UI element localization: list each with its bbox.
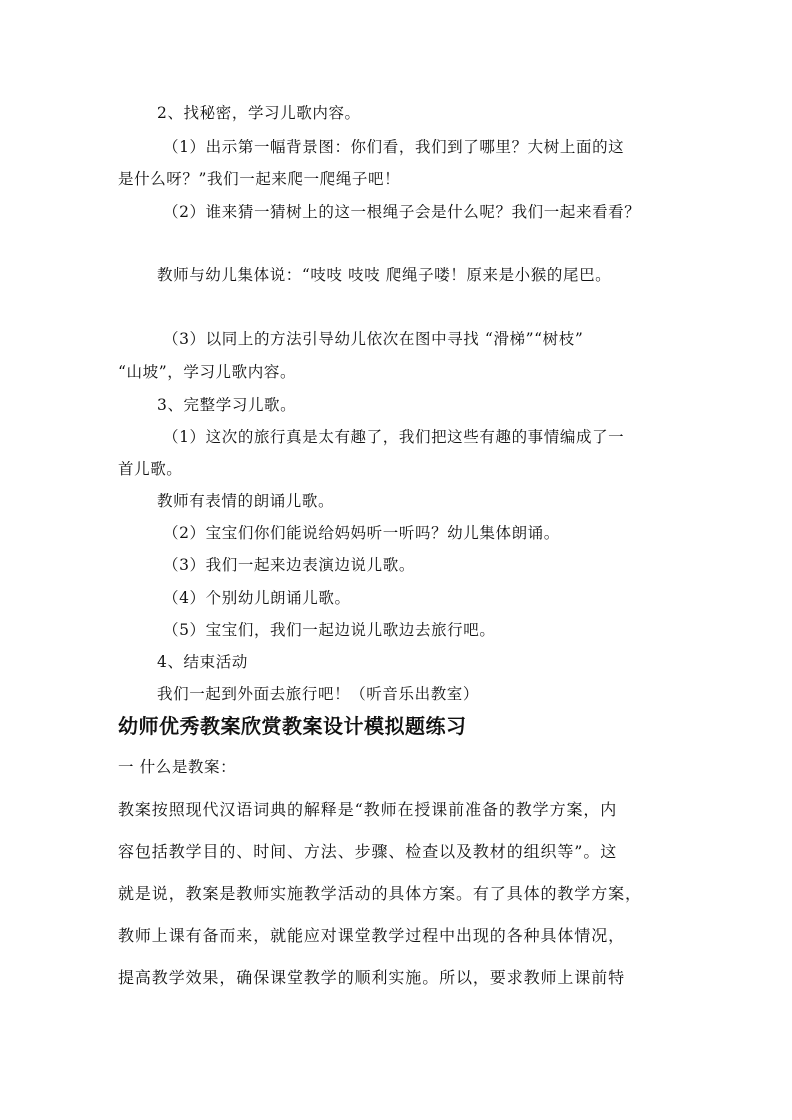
step-2-item-1-line-2: 是什么呀？”我们一起来爬一爬绳子吧！: [118, 170, 401, 188]
step-4-text: 我们一起到外面去旅行吧！（听音乐出教室）: [157, 685, 480, 703]
step-3-heading: 3、完整学习儿歌。: [157, 396, 297, 414]
step-2-item-3-line-2: “山坡”，学习儿歌内容。: [118, 363, 297, 381]
subsection-title: 一 什么是教案：: [118, 758, 237, 776]
paragraph-line-4: 教师上课有备而来，就能应对课堂教学过程中出现的各种具体情况，: [118, 926, 626, 945]
step-2-group-chant: 教师与幼儿集体说：“吱吱 吱吱 爬绳子喽！原来是小猴的尾巴。: [157, 266, 612, 284]
step-2-item-3-line-1: （3）以同上的方法引导幼儿依次在图中寻找 “滑梯”“树枝”: [163, 330, 584, 348]
step-3-item-3: （3）我们一起来边表演边说儿歌。: [163, 556, 415, 574]
step-4-heading: 4、结束活动: [157, 653, 248, 671]
step-3-item-1-line-2: 首儿歌。: [118, 460, 183, 478]
paragraph-line-1: 教案按照现代汉语词典的解释是“教师在授课前准备的教学方案，内: [118, 800, 618, 819]
paragraph-line-3: 就是说，教案是教师实施教学活动的具体方案。有了具体的教学方案，: [118, 884, 642, 903]
step-2-item-1-line-1: （1）出示第一幅背景图：你们看，我们到了哪里？大树上面的这: [163, 138, 625, 156]
section-title: 幼师优秀教案欣赏教案设计模拟题练习: [118, 714, 467, 738]
step-3-item-4: （4）个别幼儿朗诵儿歌。: [163, 589, 351, 607]
step-3-item-1-line-1: （1）这次的旅行真是太有趣了，我们把这些有趣的事情编成了一: [163, 428, 625, 446]
step-3-item-5: （5）宝宝们，我们一起边说儿歌边去旅行吧。: [163, 621, 496, 639]
step-2-heading: 2、找秘密，学习儿歌内容。: [157, 104, 361, 122]
step-3-item-2: （2）宝宝们你们能说给妈妈听一听吗？幼儿集体朗诵。: [163, 524, 560, 542]
paragraph-line-2: 容包括教学目的、时间、方法、步骤、检查以及教材的组织等”。这: [118, 842, 618, 861]
step-3-teacher-recite: 教师有表情的朗诵儿歌。: [157, 492, 335, 510]
paragraph-line-5: 提高教学效果，确保课堂教学的顺利实施。所以，要求教师上课前特: [118, 968, 626, 987]
step-2-item-2: （2）谁来猜一猜树上的这一根绳子会是什么呢？我们一起来看看？: [163, 203, 641, 221]
